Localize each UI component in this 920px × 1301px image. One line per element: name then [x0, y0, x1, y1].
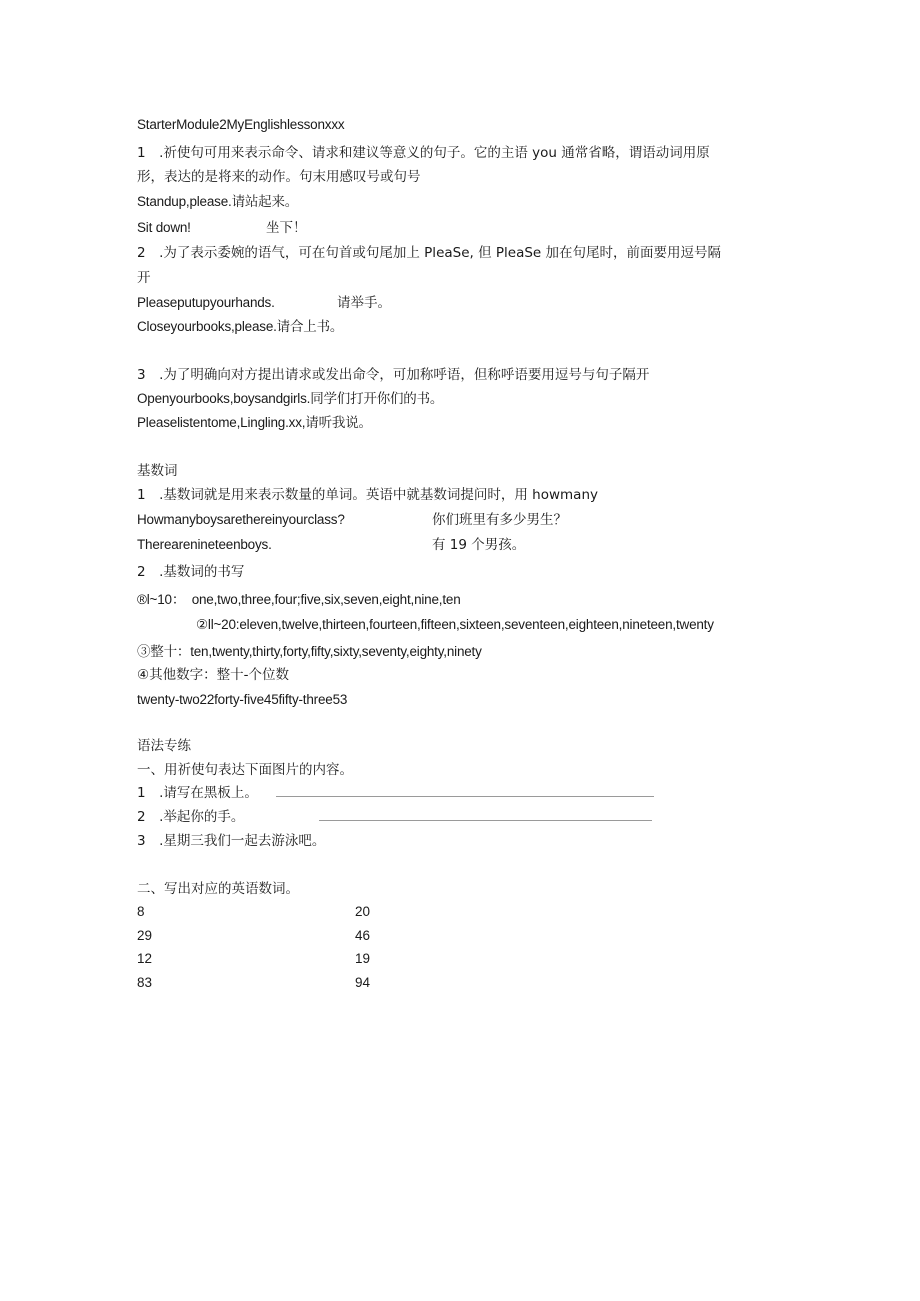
example-stand-up: Standup,please.请站起来。	[137, 194, 299, 209]
question-zh: 你们班里有多少男生？	[432, 512, 567, 528]
numbers-examples: twenty-two22forty-five45fifty-three53	[137, 692, 348, 707]
exercise-part1-title: 一、用祈使句表达下面图片的内容。	[137, 762, 353, 778]
number-prompt: 8	[137, 904, 145, 919]
numbers-1-10: ®l~10： one,two,three,four;five,six,seven,eight,nine,ten	[137, 592, 461, 607]
example-open-books: Openyourbooks,boysandgirls.同学们打开你们的书。	[137, 391, 444, 406]
cardinals-rule-2: 2 .基数词的书写	[137, 564, 245, 580]
example-hands-en: Pleaseputupyourhands.	[137, 295, 275, 310]
cardinals-rule-1: 1 .基数词就是用来表示数量的单词。英语中就基数词提问时，用 howmany	[137, 487, 598, 503]
number-prompt: 12	[137, 951, 153, 966]
imperative-rule-3: 3 .为了明确向对方提出请求或发出命令，可加称呼语，但称呼语要用逗号与句子隔开	[137, 367, 650, 383]
number-prompt: 20	[355, 904, 371, 919]
exercises-heading: 语法专练	[137, 738, 191, 754]
answer-en: Therearenineteenboys.	[137, 537, 272, 552]
example-close-books: Closeyourbooks,please.请合上书。	[137, 319, 344, 334]
doc-title: StarterModule2MyEnglishlessonxxx	[137, 117, 345, 132]
number-prompt: 94	[355, 975, 371, 990]
imperative-rule-1-line2: 形，表达的是将来的动作。句末用感叹号或句号	[137, 169, 421, 185]
exercise-part2-title: 二、写出对应的英语数词。	[137, 881, 299, 897]
number-prompt: 46	[355, 928, 371, 943]
number-prompt: 83	[137, 975, 153, 990]
example-sit-down-zh: 坐下！	[266, 220, 307, 236]
example-hands-zh: 请举手。	[337, 295, 391, 311]
number-prompt: 19	[355, 951, 371, 966]
example-sit-down-en: Sit down!	[137, 220, 191, 235]
exercise-question-2-text: 2 .举起你的手。	[137, 809, 245, 825]
numbers-other: ④其他数字：整十-个位数	[137, 667, 289, 683]
exercise-question-2	[137, 807, 652, 827]
imperative-rule-2-line1: 2 .为了表示委婉的语气，可在句首或句尾加上 PleaSe, 但 PleaSe 加在句尾时，前面要用逗号隔	[137, 245, 722, 261]
numbers-11-20: ②ll~20:eleven,twelve,thirteen,fourteen,fifteen,sixteen,seventeen,eighteen,nineteen,twenty	[196, 617, 714, 632]
numbers-tens: ③整十：ten,twenty,thirty,forty,fifty,sixty,seventy,eighty,ninety	[137, 644, 482, 659]
number-prompt: 29	[137, 928, 153, 943]
imperative-rule-1-line1: 1 .祈使句可用来表示命令、请求和建议等意义的句子。它的主语 you 通常省略，谓语动词用原	[137, 145, 710, 161]
question-en: Howmanyboysarethereinyourclass?	[137, 512, 345, 527]
answer-blank-2[interactable]	[319, 808, 652, 821]
exercise-question-1	[137, 783, 654, 803]
exercise-question-3: 3 .星期三我们一起去游泳吧。	[137, 833, 326, 849]
example-listen: Pleaselistentome,Lingling.xx,请听我说。	[137, 415, 372, 430]
answer-blank-1[interactable]	[276, 784, 654, 797]
cardinals-heading: 基数词	[137, 463, 178, 479]
exercise-question-1-text: 1 .请写在黑板上。	[137, 785, 258, 801]
imperative-rule-2-line2: 开	[137, 270, 151, 286]
answer-zh: 有 19 个男孩。	[432, 537, 526, 553]
